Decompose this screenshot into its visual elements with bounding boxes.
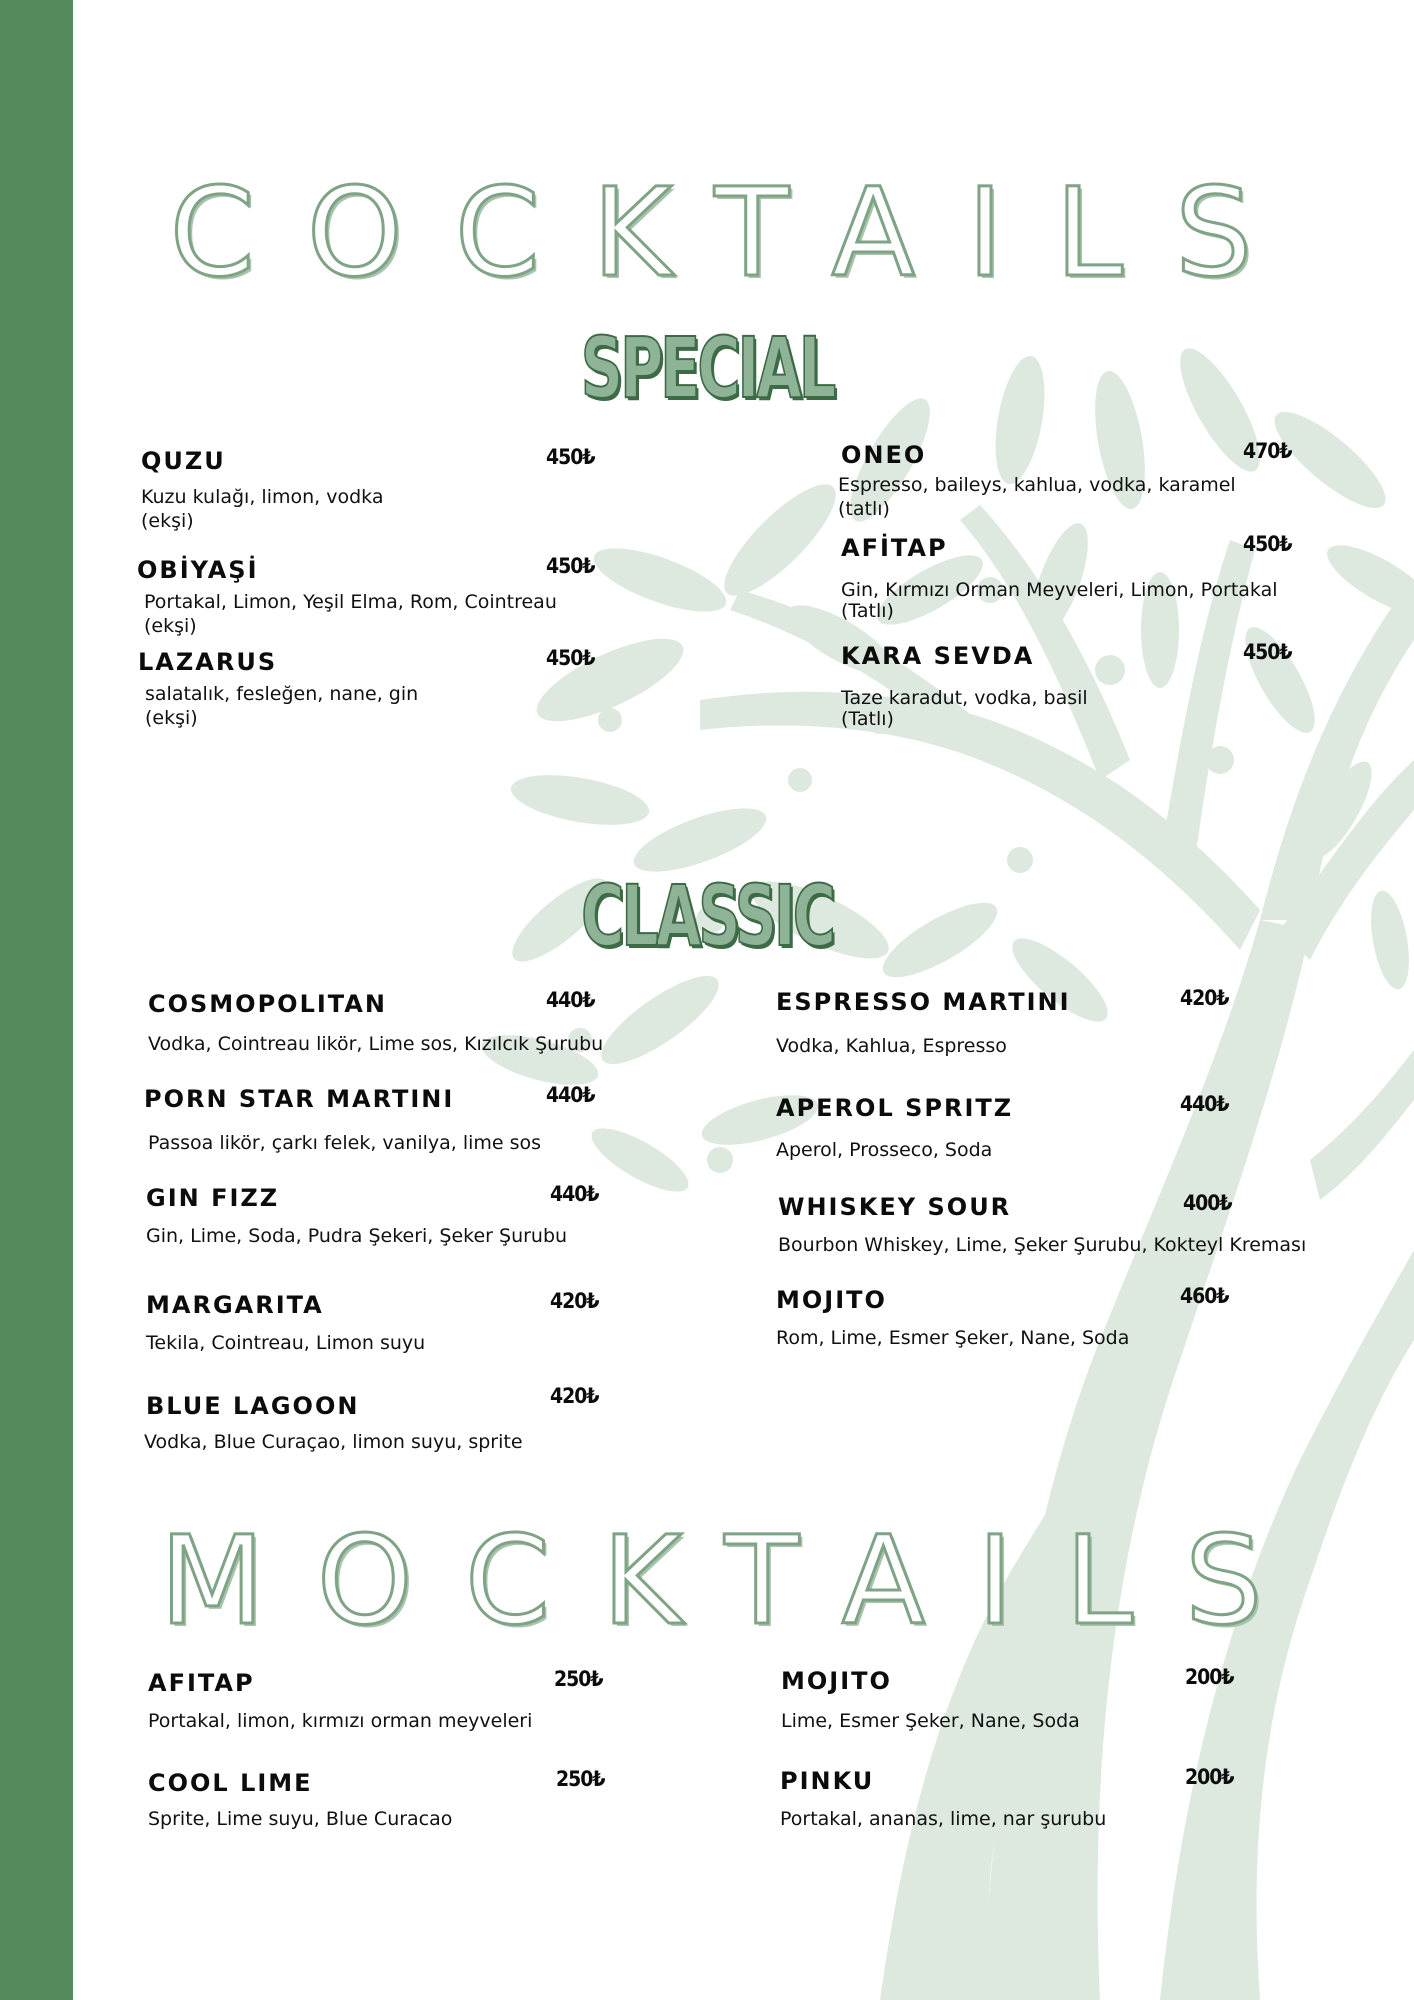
- classic-item-whiskey-sour: [778, 1191, 1338, 1256]
- item-name: APEROL SPRITZ: [776, 1094, 1014, 1122]
- mocktail-item-mojito: [781, 1665, 1241, 1732]
- classic-item-mojito: [776, 1284, 1336, 1349]
- item-description: Lime, Esmer Şeker, Nane, Soda: [781, 1710, 1080, 1732]
- mocktail-item-afitap: [148, 1667, 608, 1732]
- item-description: Sprite, Lime suyu, Blue Curacao: [148, 1808, 453, 1830]
- item-price: 250₺: [556, 1767, 605, 1791]
- left-green-stripe: [0, 0, 73, 2000]
- special-title: SPECIAL: [580, 319, 834, 417]
- item-name: OBİYAŞİ: [137, 556, 259, 584]
- item-name: KARA SEVDA: [841, 642, 1035, 670]
- classic-item-blue-lagoon: [144, 1384, 606, 1453]
- classic-item-cosmopolitan: [148, 988, 608, 1055]
- item-name: MARGARITA: [146, 1291, 324, 1319]
- item-name: BLUE LAGOON: [146, 1392, 360, 1420]
- item-description: Tekila, Cointreau, Limon suyu: [146, 1332, 426, 1354]
- item-name: LAZARUS: [138, 648, 278, 676]
- item-price: 450₺: [546, 445, 595, 469]
- item-description: Gin, Lime, Soda, Pudra Şekeri, Şeker Şurubu: [146, 1225, 568, 1247]
- item-price: 450₺: [1243, 640, 1292, 664]
- item-price: 420₺: [550, 1384, 599, 1408]
- item-description: Vodka, Kahlua, Espresso: [776, 1035, 1007, 1057]
- item-name: PINKU: [780, 1767, 875, 1795]
- item-description: Kuzu kulağı, limon, vodka: [141, 486, 384, 508]
- item-description: Taze karadut, vodka, basil: [841, 687, 1088, 709]
- item-note: (Tatlı): [841, 600, 894, 622]
- item-description: Vodka, Cointreau likör, Lime sos, Kızılcık Şurubu: [148, 1033, 604, 1055]
- item-name: PORN STAR MARTINI: [144, 1085, 455, 1113]
- item-price: 200₺: [1185, 1665, 1234, 1689]
- item-price: 440₺: [550, 1182, 599, 1206]
- item-price: 400₺: [1183, 1191, 1232, 1215]
- item-price: 450₺: [546, 646, 595, 670]
- item-price: 440₺: [546, 988, 595, 1012]
- classic-item-espresso-martini: [776, 986, 1336, 1057]
- item-description: Bourbon Whiskey, Lime, Şeker Şurubu, Kokteyl Kreması: [778, 1234, 1307, 1256]
- item-price: 450₺: [1243, 532, 1292, 556]
- item-note: (Tatlı): [841, 708, 894, 730]
- item-description: Gin, Kırmızı Orman Meyveleri, Limon, Portakal: [841, 579, 1278, 601]
- item-price: 420₺: [550, 1289, 599, 1313]
- item-note: (ekşi): [141, 510, 194, 532]
- mocktails-title: MOCKTAILS: [159, 1510, 1315, 1652]
- special-item-kara-sevda: [841, 642, 1301, 732]
- item-price: 420₺: [1180, 986, 1229, 1010]
- item-name: AFITAP: [148, 1669, 255, 1697]
- classic-title: CLASSIC: [581, 867, 833, 965]
- item-description: Passoa likör, çarkı felek, vanilya, lime sos: [148, 1132, 542, 1154]
- item-name: AFİTAP: [841, 534, 948, 562]
- item-name: MOJITO: [781, 1667, 892, 1695]
- item-name: COSMOPOLITAN: [148, 990, 387, 1018]
- special-item-obiyasi: [137, 556, 597, 646]
- special-item-oneo: [838, 439, 1301, 531]
- item-description: Espresso, baileys, kahlua, vodka, karamel: [838, 474, 1236, 496]
- item-description: salatalık, fesleğen, nane, gin: [145, 683, 419, 705]
- item-name: QUZU: [141, 447, 226, 475]
- special-item-afitap: [841, 534, 1301, 624]
- item-description: Vodka, Blue Curaçao, limon suyu, sprite: [144, 1431, 523, 1453]
- item-price: 250₺: [554, 1667, 603, 1691]
- item-note: (ekşi): [144, 615, 197, 637]
- special-item-lazarus: [138, 648, 598, 738]
- item-name: ONEO: [841, 441, 927, 469]
- item-price: 460₺: [1180, 1284, 1229, 1308]
- classic-item-aperol-spritz: [776, 1092, 1336, 1161]
- item-description: Aperol, Prosseco, Soda: [776, 1139, 993, 1161]
- item-name: GIN FIZZ: [146, 1184, 280, 1212]
- mocktail-item-cool-lime: [148, 1769, 608, 1829]
- mocktail-item-pinku: [780, 1765, 1240, 1830]
- item-price: 440₺: [546, 1083, 595, 1107]
- classic-item-porn-star-martini: [144, 1083, 604, 1154]
- item-price: 450₺: [546, 554, 595, 578]
- special-item-quzu: [141, 447, 601, 537]
- item-name: MOJITO: [776, 1286, 887, 1314]
- classic-item-gin-fizz: [146, 1182, 606, 1247]
- item-description: Portakal, ananas, lime, nar şurubu: [780, 1808, 1107, 1830]
- cocktails-title: COCKTAILS: [169, 162, 1305, 304]
- item-description: Portakal, Limon, Yeşil Elma, Rom, Cointreau: [144, 591, 557, 613]
- item-name: COOL LIME: [148, 1769, 313, 1797]
- item-price: 440₺: [1180, 1092, 1229, 1116]
- item-description: Rom, Lime, Esmer Şeker, Nane, Soda: [776, 1327, 1130, 1349]
- item-name: WHISKEY SOUR: [778, 1193, 1012, 1221]
- item-name: ESPRESSO MARTINI: [776, 988, 1071, 1016]
- item-note: (ekşi): [145, 707, 198, 729]
- classic-item-margarita: [146, 1289, 606, 1354]
- item-note: (tatlı): [838, 498, 890, 520]
- item-description: Portakal, limon, kırmızı orman meyveleri: [148, 1710, 533, 1732]
- item-price: 200₺: [1185, 1765, 1234, 1789]
- item-price: 470₺: [1243, 439, 1292, 463]
